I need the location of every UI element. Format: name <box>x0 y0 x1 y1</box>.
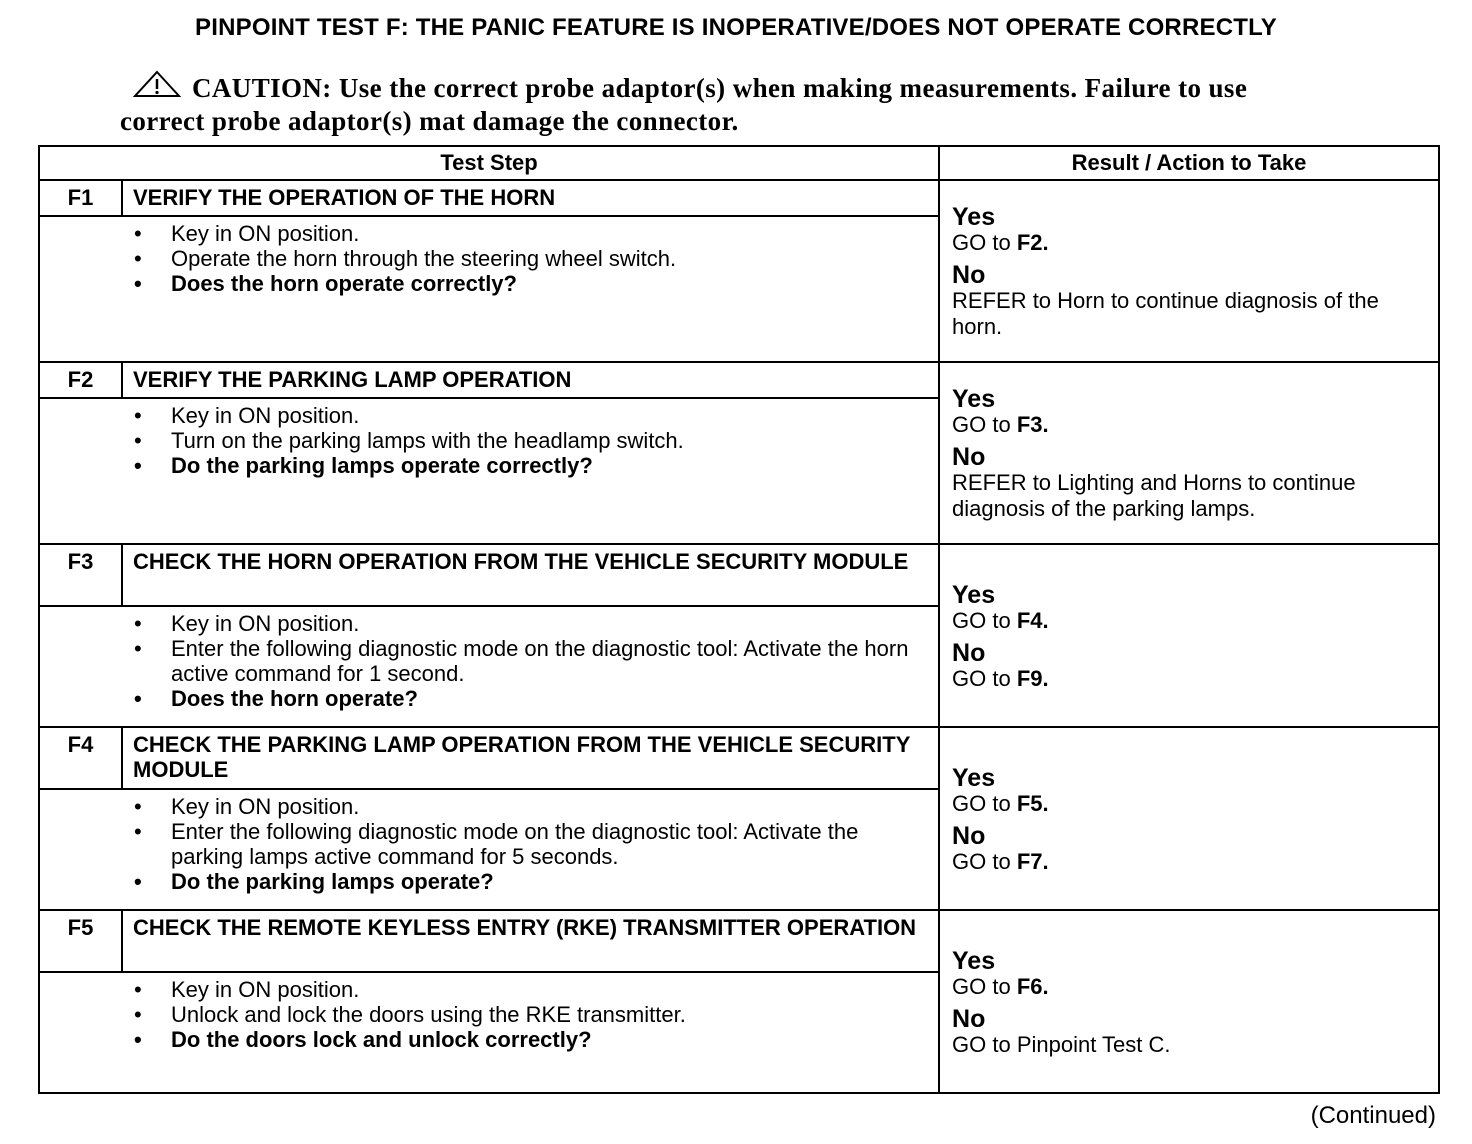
step-bullet-list <box>132 221 928 296</box>
step-id-spacer <box>39 398 122 544</box>
caution-notice <box>120 72 1320 137</box>
step-result-action <box>939 180 1439 362</box>
step-instructions <box>122 972 939 1093</box>
header-result-action: Result / Action to Take <box>939 146 1439 180</box>
yes-label: Yes <box>952 580 996 609</box>
step-heading-row <box>39 544 1439 606</box>
step-bullet: • Key in ON position. <box>132 611 928 636</box>
no-action <box>952 288 1428 340</box>
step-id-spacer <box>39 606 122 727</box>
yes-label: Yes <box>952 385 996 413</box>
step-result-action <box>939 910 1439 1093</box>
step-result-action <box>939 544 1439 727</box>
step-question: • Does the horn operate? <box>132 686 928 711</box>
step-bullet: • Key in ON position. <box>132 977 928 1002</box>
step-bullet: • Enter the following diagnostic mode on the diagnostic tool: Activate the parking lamps active command for 5 seconds. <box>132 819 928 869</box>
step-instructions <box>122 216 939 362</box>
caution-text: CAUTION: Use the correct probe adaptor(s) when making measurements. Failure to use correct probe adaptor(s) mat damage the connector. <box>120 73 1248 136</box>
yes-target: F3. <box>1016 412 1049 437</box>
step-bullet-list <box>132 794 928 894</box>
yes-target: F6. <box>1016 973 1049 999</box>
no-label: No <box>952 638 986 667</box>
step-bullet: • Key in ON position. <box>132 403 928 428</box>
no-label: No <box>952 261 986 289</box>
yes-action <box>952 412 1428 438</box>
step-bullet: • Key in ON position. <box>132 221 928 246</box>
step-result-action <box>939 727 1439 910</box>
no-action-text: REFER to Lighting and Horns to continue diagnosis of the parking lamps. <box>952 470 1356 521</box>
step-heading: CHECK THE HORN OPERATION FROM THE VEHICLE SECURITY MODULE <box>122 544 939 606</box>
step-bullet: • Unlock and lock the doors using the RKE transmitter. <box>132 1002 928 1027</box>
no-action <box>952 470 1428 522</box>
page-title: PINPOINT TEST F: THE PANIC FEATURE IS INOPERATIVE/DOES NOT OPERATE CORRECTLY <box>195 14 1277 41</box>
step-instructions <box>122 398 939 544</box>
step-question: • Do the parking lamps operate? <box>132 869 928 894</box>
step-question: • Does the horn operate correctly? <box>132 271 928 296</box>
no-action-text: GO to Pinpoint Test C. <box>952 1031 1171 1057</box>
step-heading-row <box>39 362 1439 398</box>
step-id: F4 <box>39 727 122 789</box>
yes-label: Yes <box>952 946 996 975</box>
step-id: F3 <box>39 544 122 606</box>
step-heading-row <box>39 727 1439 789</box>
step-id: F1 <box>39 180 122 216</box>
step-bullet-list <box>132 611 928 711</box>
yes-action <box>952 791 1428 817</box>
no-action <box>952 849 1428 875</box>
yes-action-text: GO to <box>952 973 1011 999</box>
step-instructions <box>122 789 939 910</box>
step-id: F5 <box>39 910 122 972</box>
pinpoint-test-table <box>38 145 1440 1094</box>
yes-action <box>952 230 1428 256</box>
yes-label: Yes <box>952 203 996 231</box>
yes-action <box>952 974 1428 1000</box>
no-action <box>952 1032 1428 1058</box>
step-bullet-list <box>132 403 928 478</box>
yes-action-text: GO to <box>952 412 1011 437</box>
yes-action <box>952 608 1428 634</box>
yes-target: F4. <box>1016 607 1049 633</box>
yes-action-text: GO to <box>952 230 1011 255</box>
step-heading: VERIFY THE OPERATION OF THE HORN <box>122 180 939 216</box>
step-id-spacer <box>39 972 122 1093</box>
yes-target: F5. <box>1016 790 1049 816</box>
table-header-row <box>39 146 1439 180</box>
step-heading-row <box>39 910 1439 972</box>
yes-target: F2. <box>1016 230 1049 255</box>
step-question: • Do the parking lamps operate correctly? <box>132 453 928 478</box>
step-heading: CHECK THE REMOTE KEYLESS ENTRY (RKE) TRANSMITTER OPERATION <box>122 910 939 972</box>
no-action-text: REFER to Horn to continue diagnosis of the horn. <box>952 288 1379 339</box>
step-bullet: • Operate the horn through the steering wheel switch. <box>132 246 928 271</box>
step-instructions <box>122 606 939 727</box>
yes-action-text: GO to <box>952 790 1011 816</box>
step-bullet: • Key in ON position. <box>132 794 928 819</box>
no-label: No <box>952 443 986 471</box>
yes-label: Yes <box>952 763 996 792</box>
continued-label: (Continued) <box>1310 1102 1436 1129</box>
no-label: No <box>952 1004 986 1033</box>
step-result-action <box>939 362 1439 544</box>
step-question: • Do the doors lock and unlock correctly? <box>132 1027 928 1052</box>
step-bullet: • Turn on the parking lamps with the headlamp switch. <box>132 428 928 453</box>
yes-action-text: GO to <box>952 607 1011 633</box>
no-action <box>952 666 1428 692</box>
step-heading-row <box>39 180 1439 216</box>
step-id-spacer <box>39 789 122 910</box>
step-id-spacer <box>39 216 122 362</box>
no-target: F9. <box>1016 665 1049 691</box>
no-label: No <box>952 821 986 850</box>
header-test-step: Test Step <box>39 146 939 180</box>
step-bullet-list <box>132 977 928 1052</box>
no-target: F7. <box>1016 848 1049 874</box>
step-id: F2 <box>39 362 122 398</box>
no-action-text: GO to <box>952 665 1011 691</box>
step-heading: CHECK THE PARKING LAMP OPERATION FROM THE VEHICLE SECURITY MODULE <box>122 727 939 789</box>
step-heading: VERIFY THE PARKING LAMP OPERATION <box>122 362 939 398</box>
step-bullet: • Enter the following diagnostic mode on the diagnostic tool: Activate the horn active command for 1 second. <box>132 636 928 686</box>
warning-triangle-icon <box>132 70 182 105</box>
no-action-text: GO to <box>952 848 1011 874</box>
